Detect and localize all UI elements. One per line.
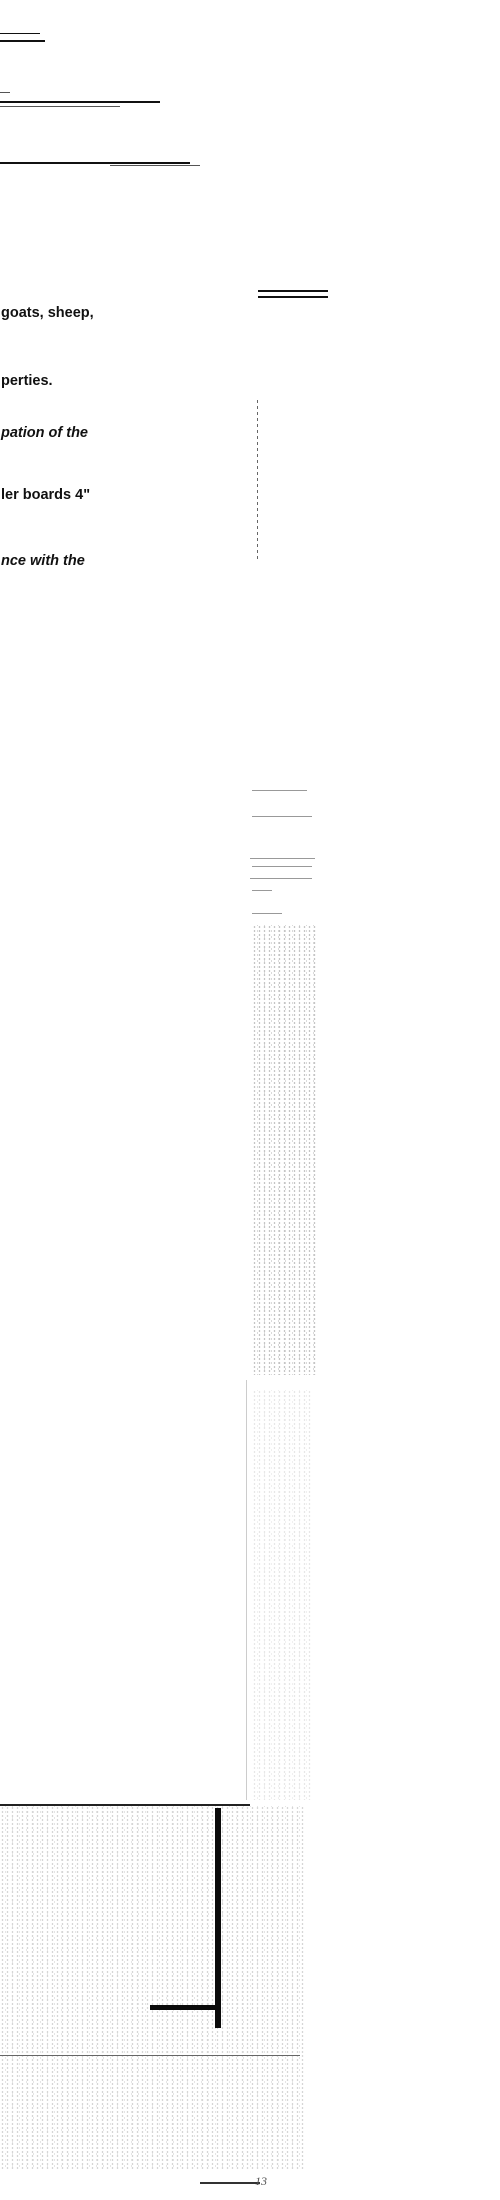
text-line-1: goats, sheep, xyxy=(1,305,94,321)
side-double-rule-bottom xyxy=(258,296,328,298)
side-double-rule-top xyxy=(258,290,328,292)
bracket-horizontal-bar xyxy=(150,2005,220,2010)
scan-mark-1 xyxy=(252,790,307,791)
header-rule-2 xyxy=(0,92,10,93)
page-edge-line xyxy=(246,1380,247,1800)
header-rule-1 xyxy=(0,40,45,42)
text-line-3: pation of the xyxy=(1,425,88,441)
scan-mark-7 xyxy=(252,913,282,914)
scan-mark-4 xyxy=(252,866,312,867)
header-rule-3 xyxy=(0,101,160,103)
scan-mark-3 xyxy=(250,858,315,859)
header-rule-6 xyxy=(110,165,200,166)
bottom-divider xyxy=(0,2055,300,2056)
header-rule-5 xyxy=(0,162,190,164)
bottom-scan-noise xyxy=(0,1806,305,2170)
scan-noise-column xyxy=(252,925,318,1375)
text-line-5: nce with the xyxy=(1,553,85,569)
text-line-4: ler boards 4" xyxy=(1,487,91,503)
bracket-vertical-bar xyxy=(215,1808,221,2028)
header-rule-short xyxy=(0,33,40,34)
scan-mark-6 xyxy=(252,890,272,891)
text-line-2: perties. xyxy=(1,373,53,389)
scan-noise-column-lower xyxy=(252,1390,312,1800)
footer-rule xyxy=(200,2182,260,2184)
scan-mark-2 xyxy=(252,816,312,817)
header-rule-4 xyxy=(0,106,120,107)
footer-mark: 13 xyxy=(255,2174,267,2188)
margin-vertical-line xyxy=(257,400,258,560)
scan-mark-5 xyxy=(250,878,312,879)
